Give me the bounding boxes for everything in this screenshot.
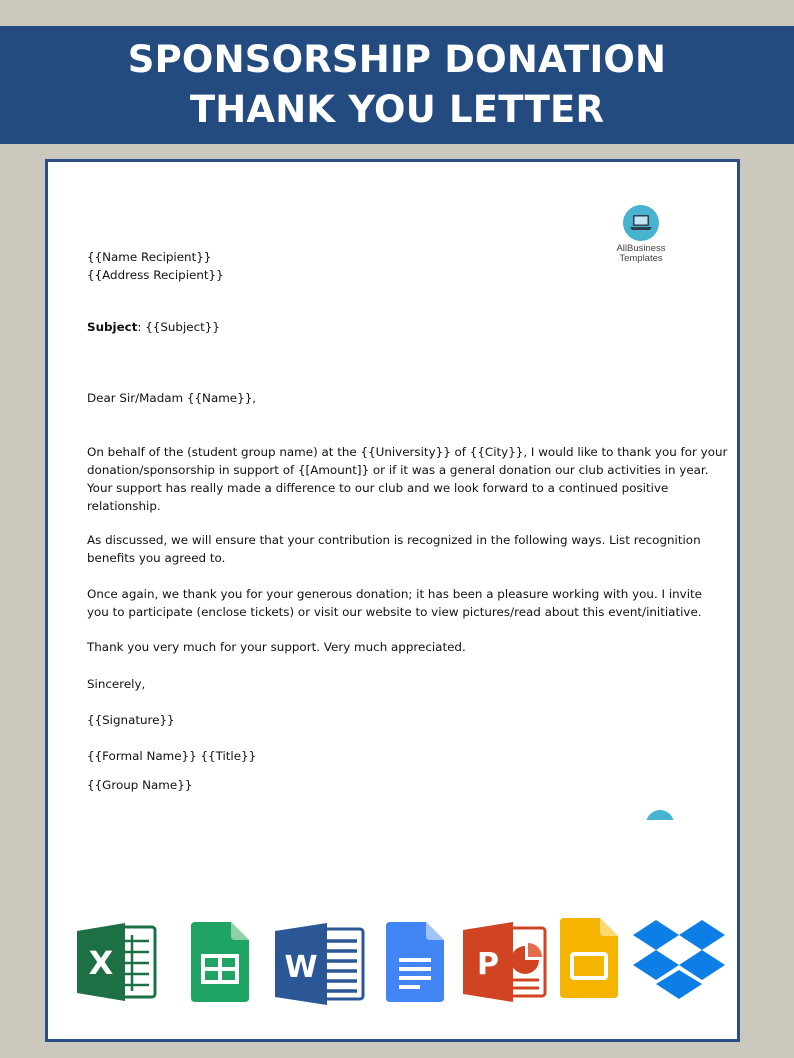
salutation — [87, 389, 256, 407]
title-banner — [0, 26, 794, 144]
paragraph-3 — [87, 585, 702, 621]
paragraph-4 — [87, 638, 466, 656]
dropbox-icon — [632, 918, 726, 1010]
google-sheets-icon — [191, 922, 249, 1006]
paragraph-3-line: Once again, we thank you for your generous donation; it has been a pleasure working with you. I invite — [87, 587, 702, 601]
paragraph-4-text: Thank you very much for your support. Very much appreciated. — [87, 640, 466, 654]
decorative-circle-icon — [646, 810, 674, 820]
recipient-address: {{Address Recipient}} — [87, 268, 224, 282]
group-name — [87, 776, 192, 794]
banner-title-line-2: THANK YOU LETTER — [189, 88, 605, 131]
signature-text: {{Signature}} — [87, 713, 175, 727]
paragraph-1-line: Your support has really made a difference to our club and we look forward to a continued positive — [87, 481, 669, 495]
brand-name-line-1: AllBusiness — [616, 243, 666, 254]
letter-page — [45, 159, 740, 1042]
brand-name-line-2: Templates — [619, 253, 663, 264]
google-slides-icon — [560, 918, 618, 1002]
excel-icon — [77, 921, 159, 1007]
paragraph-1-line: relationship. — [87, 499, 161, 513]
formal-name-text: {{Formal Name}} {{Title}} — [87, 749, 257, 763]
group-name-text: {{Group Name}} — [87, 778, 193, 792]
subject-label: Subject — [87, 320, 138, 334]
google-docs-icon — [386, 922, 444, 1006]
paragraph-2-line: As discussed, we will ensure that your contribution is recognized in the following ways. List recognition — [87, 533, 701, 547]
word-icon — [275, 921, 367, 1011]
closing — [87, 675, 145, 693]
brand-logo — [610, 205, 672, 264]
svg-text:W: W — [284, 950, 318, 985]
banner-title-line-1: SPONSORSHIP DONATION — [127, 38, 667, 81]
recipient-name: {{Name Recipient}} — [87, 250, 212, 264]
recipient-block — [87, 248, 224, 284]
paragraph-2 — [87, 531, 701, 567]
svg-text:P: P — [477, 947, 499, 982]
subject-line — [87, 318, 220, 336]
formal-name — [87, 747, 256, 765]
svg-text:X: X — [88, 944, 114, 982]
paragraph-2-line: benefits you agreed to. — [87, 551, 226, 565]
laptop-icon — [623, 205, 659, 241]
paragraph-3-line: you to participate (enclose tickets) or visit our website to view pictures/read about this event/initiative. — [87, 605, 702, 619]
closing-text: Sincerely, — [87, 677, 146, 691]
paragraph-1-line: donation/sponsorship in support of {[Amount]} or if it was a general donation our club activities in year. — [87, 463, 709, 477]
subject-value: : {{Subject}} — [137, 320, 220, 334]
paragraph-1 — [87, 443, 727, 515]
salutation-text: Dear Sir/Madam {{Name}}, — [87, 391, 257, 405]
signature — [87, 711, 175, 729]
powerpoint-icon — [463, 920, 549, 1008]
paragraph-1-line: On behalf of the (student group name) at the {{University}} of {{City}}, I would like to thank you for your — [87, 445, 728, 459]
